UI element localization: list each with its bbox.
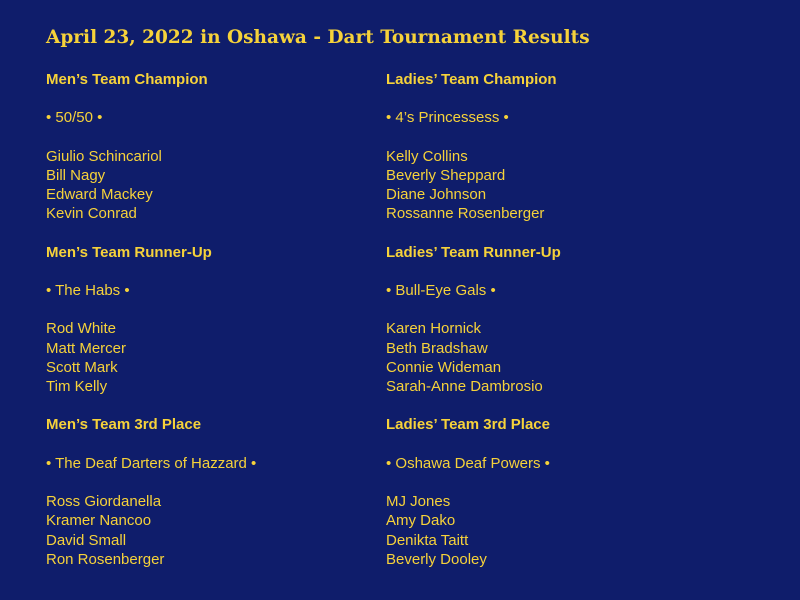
team-member: Edward Mackey [46,186,153,204]
team-name: • Bull-Eye Gals • [386,282,496,300]
team-member: Bill Nagy [46,166,106,184]
team-member: Karen Hornick [386,320,482,338]
team-name: • Oshawa Deaf Powers • [386,454,550,472]
team-member: Scott Mark [46,358,118,376]
mens-champion-section [46,70,376,243]
team-name: • 4’s Princessess • [386,109,509,127]
team-member: Kevin Conrad [46,205,137,223]
section-heading: Ladies’ Team 3rd Place [386,416,550,434]
mens-results-column [46,70,376,569]
section-heading: Ladies’ Team Runner-Up [386,243,561,261]
team-member: Beth Bradshaw [386,339,488,357]
team-name: • The Habs • [46,282,130,300]
page-title: April 23, 2022 in Oshawa - Dart Tournament Results [46,27,590,48]
ladies-champion-section [386,70,716,243]
team-member: Sarah-Anne Dambrosio [386,378,543,395]
section-heading: Men’s Team Champion [46,71,208,88]
team-member: Rossanne Rosenberger [386,205,545,223]
team-member: Beverly Dooley [386,550,487,568]
ladies-third-place-section [386,415,716,569]
team-member: Tim Kelly [46,378,108,395]
team-member: Amy Dako [386,512,456,530]
team-member: MJ Jones [386,493,451,511]
team-member: Ross Giordanella [46,493,162,511]
team-member: Diane Johnson [386,186,487,204]
ladies-results-column [386,70,716,569]
ladies-runner-up-section [386,243,716,416]
team-name: • 50/50 • [46,109,103,127]
section-heading: Ladies’ Team Champion [386,71,557,88]
team-member: Rod White [46,320,117,338]
team-member: Giulio Schincariol [46,147,162,165]
team-member: Kelly Collins [386,147,468,165]
team-member: David Small [46,531,127,549]
section-heading: Men’s Team 3rd Place [46,416,202,434]
mens-third-place-section [46,415,376,569]
team-member: Denikta Taitt [386,531,469,549]
mens-runner-up-section [46,243,376,416]
team-member: Ron Rosenberger [46,550,165,568]
team-member: Matt Mercer [46,339,127,357]
team-name: • The Deaf Darters of Hazzard • [46,454,257,472]
section-heading: Men’s Team Runner-Up [46,243,212,261]
team-member: Connie Wideman [386,358,502,376]
team-member: Kramer Nancoo [46,512,152,530]
team-member: Beverly Sheppard [386,166,506,184]
